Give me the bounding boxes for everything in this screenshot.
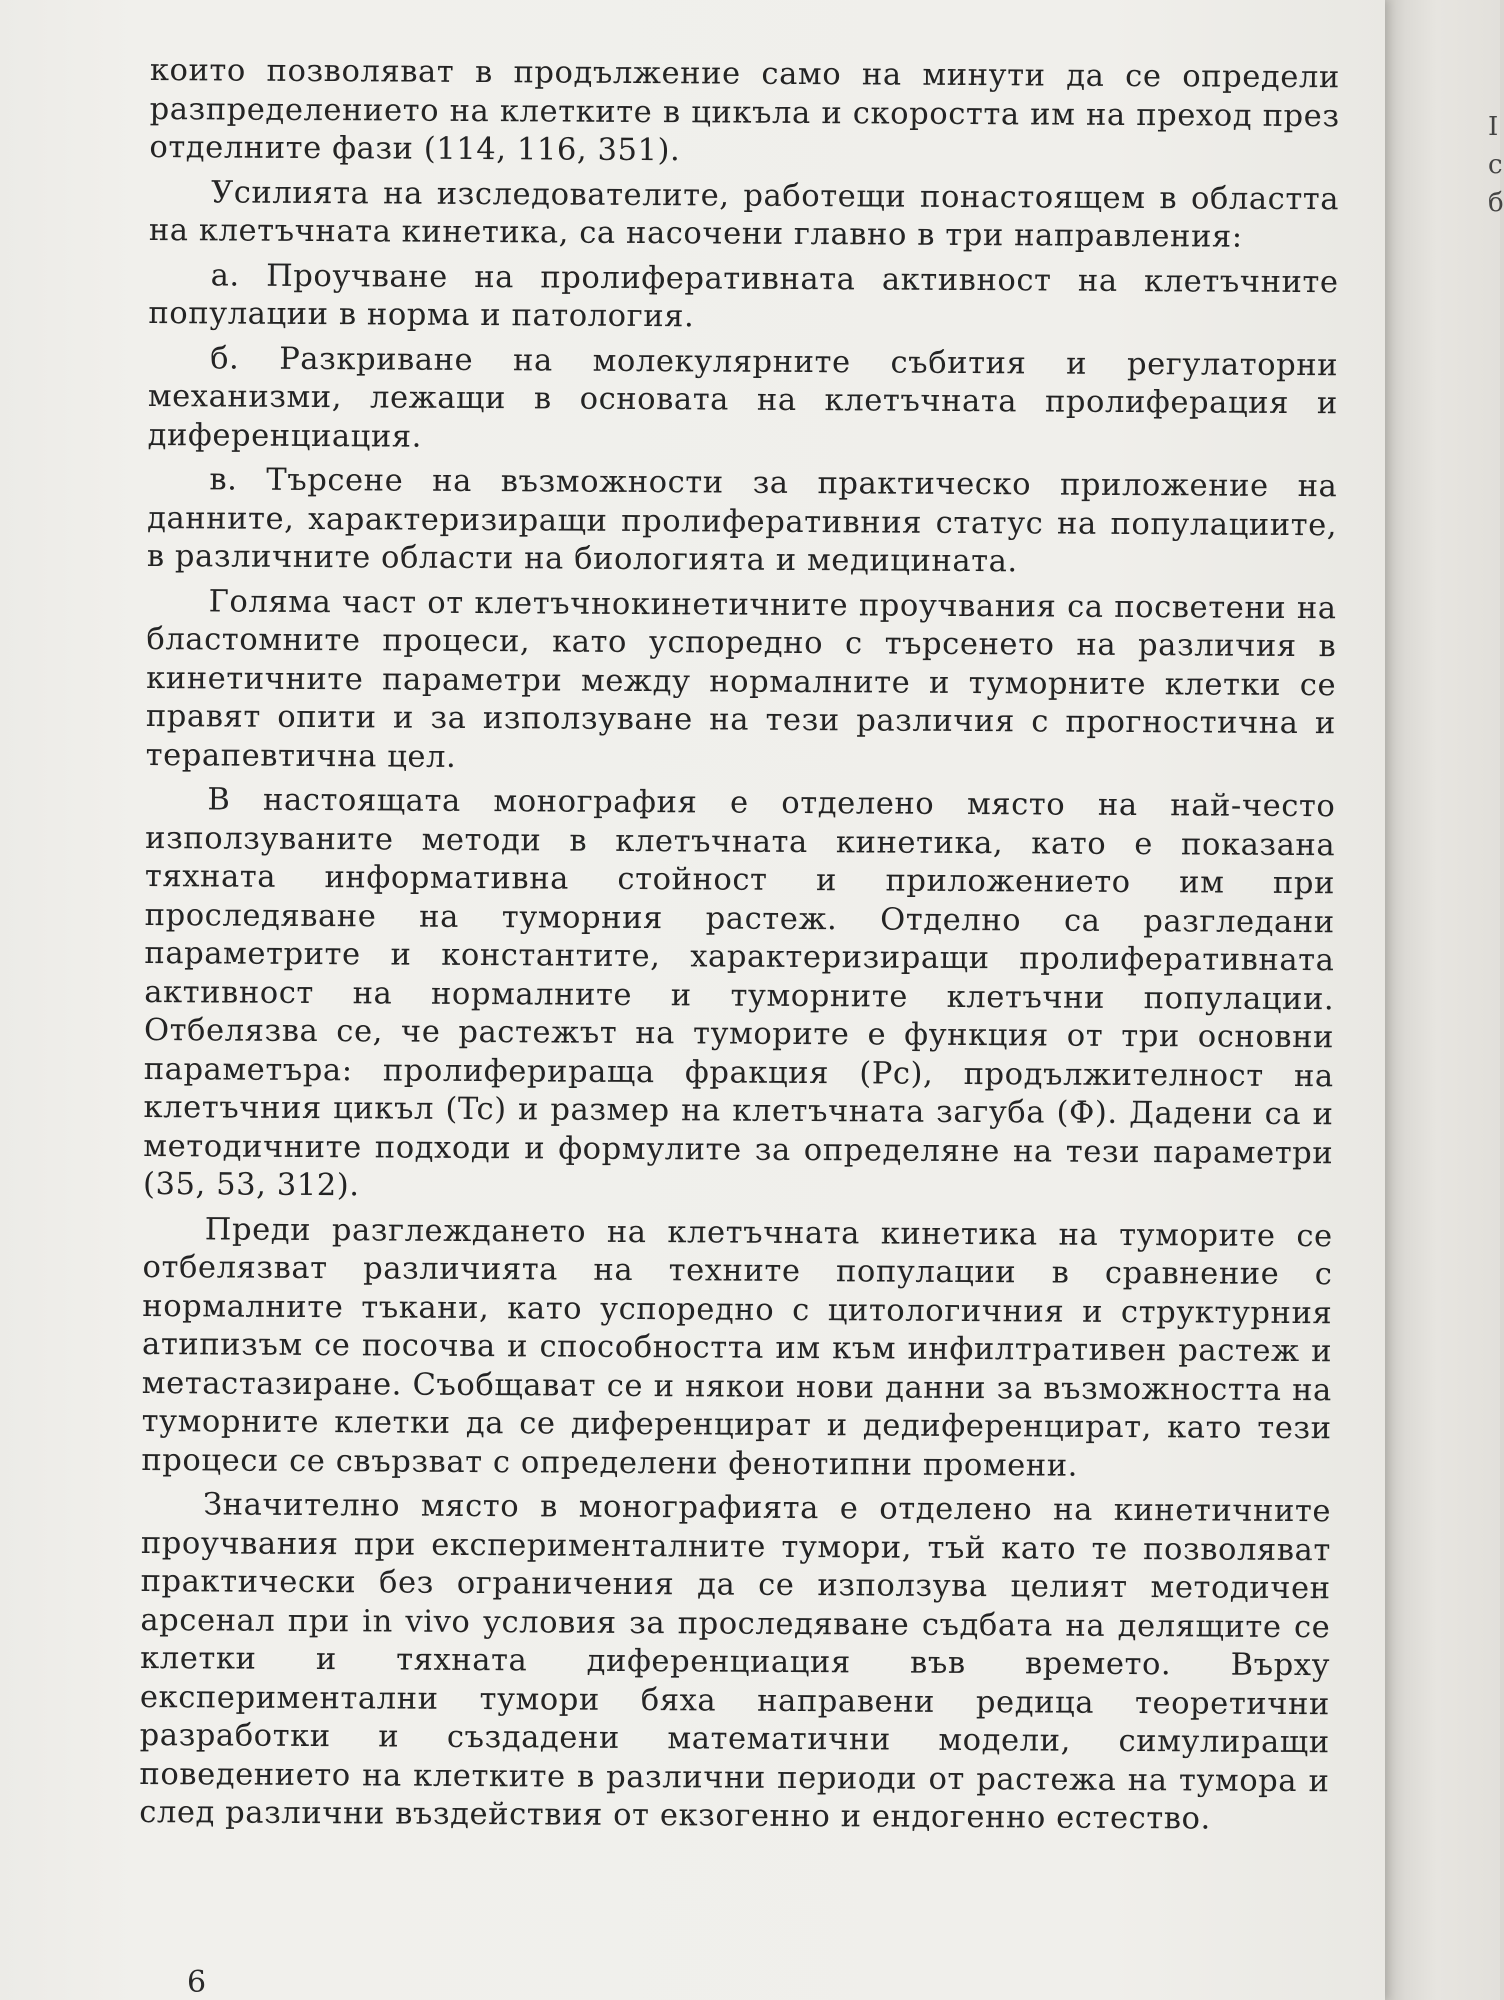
paragraph: Преди разглеждането на клетъчната кинетика на туморите се отбелязват различията на техните популации в сравнение с нормалните тъкани, като успоредно с цитологичния и структурния атипизъм се посочва и способността им към инфилтративен растеж и метастазиране. Съобщават се и някои нови данни за възможността на туморните клетки да се диференцират и дедиференцират, като тези процеси се свързват с определени фенотипни промени. (141, 1211, 1333, 1484)
edge-char: б (1488, 188, 1504, 218)
edge-char: I (1488, 112, 1499, 142)
paragraph: Усилията на изследователите, работещи понастоящем в областта на клетъчната кинетика, са насочени главно в три направления: (148, 174, 1340, 255)
paragraph: Голяма част от клетъчнокинетичните проучвания са посветени на бластомните процеси, като успоредно с търсенето на различия в кинетичните параметри между нормалните и туморните клетки се правят опити и за използуване на тези различия с прогностична и терапевтична цел. (145, 583, 1337, 775)
paragraph: които позволяват в продължение само на минути да се определи разпределението на клетките в цикъла и скоростта им на преход през отделните фази (114, 116, 351). (149, 52, 1340, 169)
paragraph: Значително място в монографията е отделено на кинетичните проучвания при експерименталните тумори, тъй като те позволяват практически без ограничения да се използува целият методичен арсенал при in vivo условия за проследяване съдбата на делящите се клетки и тяхната диференциация във времето. Върху експериментални тумори бяха направени редица теоретични разработки и създадени математични модели, симулиращи поведението на клетките в различни периоди от растежа на тумора и след различни въздействия от екзогенно и ендогенно естество. (139, 1487, 1332, 1837)
adjacent-page-edge (1488, 112, 1504, 216)
list-item-c: в. Търсене на възможности за практическо приложение на данните, характеризиращи пролиферативния статус на популациите, в различните области на биологията и медицината. (146, 462, 1338, 580)
list-item-a: а. Проучване на пролиферативната активност на клетъчните популации в норма и патология. (148, 257, 1339, 335)
edge-char: с (1488, 150, 1503, 180)
paragraph: В настоящата монография е отделено място на най-често използуваните методи в клетъчната кинетика, като е показана тяхната информативна стойност и приложението им при проследяване на туморния растеж. Отделно са разгледани параметрите и константите, характеризиращи пролиферативната активност на нормалните и туморните клетъчни популации. Отбелязва се, че растежът на туморите е функция от три основни параметъра: пролифериращa фракция (Pc), продължителност на клетъчния цикъл (Tc) и размер на клетъчната загуба (Ф). Дадени са и методичните подходи и формулите за определяне на тези параметри (35, 53, 312). (142, 782, 1336, 1204)
list-item-b: б. Разкриване на молекулярните събития и регулаторни механизми, лежащи в основата на клетъчната пролиферация и диференциация. (147, 340, 1339, 455)
page-body-text (139, 52, 1340, 1840)
book-gutter (1385, 0, 1500, 2000)
page-number: 6 (187, 1965, 207, 2000)
